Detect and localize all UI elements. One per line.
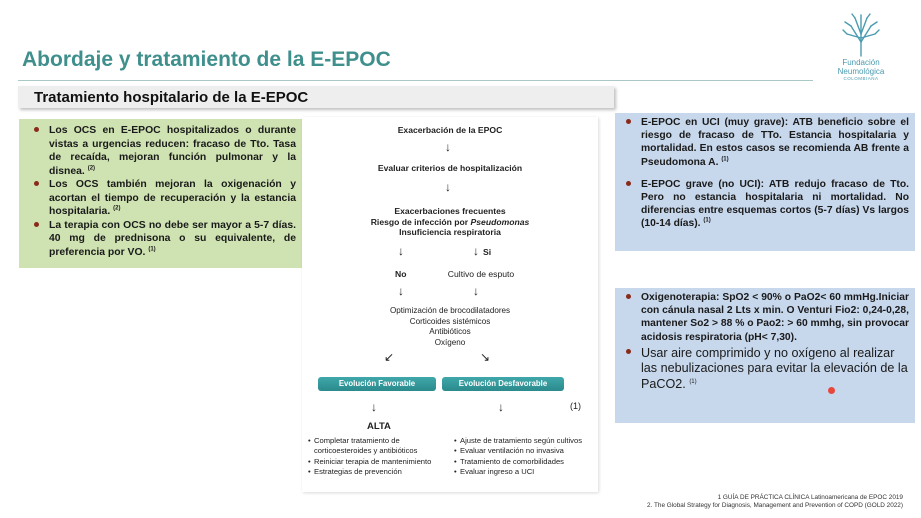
references-footer xyxy=(647,494,903,510)
list-item xyxy=(29,124,296,178)
list-item: • Estrategias de prevención xyxy=(308,467,453,477)
oxygen-list xyxy=(621,291,909,392)
list-item xyxy=(29,219,296,260)
reference-mark: (1) xyxy=(703,218,711,224)
list-item-text: Usar aire comprimido y no oxígeno al realizar las nebulizaciones para evitar la elevación de la PaCO2. xyxy=(641,345,908,391)
treatment-line: Antibióticos xyxy=(429,327,471,337)
logo xyxy=(826,12,896,92)
ocs-info-box xyxy=(19,119,304,268)
list-item xyxy=(29,178,296,219)
antibiotics-info-box xyxy=(615,113,915,251)
list-item: • Tratamiento de comorbilidades xyxy=(454,457,594,467)
discharge-label: ALTA xyxy=(367,421,391,432)
risk-line-1: Exacerbaciones frecuentes xyxy=(394,206,506,216)
bullet-icon xyxy=(34,181,39,186)
ocs-list xyxy=(29,124,296,259)
arrow-down-icon: ↓ xyxy=(371,400,377,414)
arrow-down-right-icon: ↘ xyxy=(480,350,491,364)
list-item xyxy=(621,116,909,169)
subtitle-bar xyxy=(18,86,614,108)
bullet-icon xyxy=(34,127,39,132)
reference-mark: (1) xyxy=(148,246,156,253)
list-item-text: Los OCS también mejoran la oxigenación y acortan el tiempo de recuperación y la estancia hospitalaria. xyxy=(49,179,296,217)
slide-title: Abordaje y tratamiento de la E-EPOC xyxy=(22,48,391,71)
logo-line-3: COLOMBIANA xyxy=(843,76,879,81)
list-item: • Completar tratamiento de corticoesteroides y antibióticos xyxy=(308,436,453,457)
arrow-down-icon: ↓ xyxy=(398,284,404,298)
flow-sputum-culture: Cultivo de esputo xyxy=(447,269,515,279)
reference-mark: (2) xyxy=(87,165,96,172)
list-item-text: Oxigenoterapia: SpO2 < 90% o PaO2< 60 mmHg.Iniciar con cánula nasal 2 Lts x min. O Venturi Fio2: 0,24-0,28, mantener So2 > 88 % o Pao2: > 60 mmhg, sin provocar acidosis respiratoria (pH< 7,30). xyxy=(641,292,909,343)
arrow-down-icon: ↓ xyxy=(498,400,504,414)
list-item-text: Los OCS en E-EPOC hospitalizados o durante vistas a urgencias reducen: fracaso de Tto. Tasa de recaída, mejoran función pulmonar y la disnea. xyxy=(49,125,296,177)
risk-line-3: Insuficiencia respiratoria xyxy=(399,227,501,237)
unfavorable-list xyxy=(454,436,594,478)
flow-step-criteria: Evaluar criterios de hospitalización xyxy=(377,163,523,173)
tree-icon xyxy=(841,12,881,58)
flow-no-label: No xyxy=(395,269,407,279)
arrow-down-left-icon: ↙ xyxy=(384,350,395,364)
bullet-icon xyxy=(626,119,631,124)
treatment-line: Oxígeno xyxy=(434,337,466,347)
arrow-down-icon: ↓ xyxy=(473,244,479,258)
antibiotics-list xyxy=(621,116,909,231)
risk-line-2: Riesgo de infección por Pseudomonas xyxy=(370,216,530,227)
list-item-text: E-EPOC grave (no UCI): ATB redujo fracaso de Tto. Pero no estancia hospitalaria ni mortalidad. No diferencias entre esquemas cortos (5-7 días) Vs largos (10-14 días). xyxy=(641,178,909,230)
arrow-down-icon: ↓ xyxy=(398,244,404,258)
footer-reference-1: 1 GUÍA DE PRÁCTICA CLÍNICA Latinoamericana de EPOC 2019 xyxy=(717,494,903,501)
list-item: • Evaluar ingreso a UCI xyxy=(454,467,594,477)
logo-line-2: Neumológica xyxy=(837,67,885,76)
list-item: • Ajuste de tratamiento según cultivos xyxy=(454,436,594,446)
favorable-outcome-box: Evolución Favorable xyxy=(318,377,436,391)
footer-reference-2: 2. The Global Strategy for Diagnosis, Management and Prevention of COPD (GOLD 2022) xyxy=(647,502,903,510)
bullet-icon xyxy=(626,349,631,354)
bullet-icon xyxy=(626,294,631,299)
list-item-text: La terapia con OCS no debe ser mayor a 5-7 días. 40 mg de prednisona o su equivalente, de preferencia por VO. xyxy=(49,219,296,258)
bullet-icon xyxy=(34,222,39,227)
list-item: • Reiniciar terapia de mantenimiento xyxy=(308,457,453,467)
reference-mark: (1) xyxy=(721,156,729,163)
list-item: • Evaluar ventilación no invasiva xyxy=(454,446,594,456)
pointer-dot-icon xyxy=(828,387,835,394)
flow-step-exacerbation: Exacerbación de la EPOC xyxy=(397,125,503,135)
arrow-down-icon: ↓ xyxy=(445,140,451,154)
reference-mark: (1) xyxy=(689,378,697,385)
bullet-icon xyxy=(626,181,631,186)
list-item xyxy=(621,346,909,393)
slide-subtitle: Tratamiento hospitalario de la E-EPOC xyxy=(34,89,309,106)
logo-line-1: Fundación xyxy=(842,58,880,67)
treatment-line: Corticoides sistémicos xyxy=(409,316,491,326)
arrow-down-icon: ↓ xyxy=(445,180,451,194)
reference-mark: (2) xyxy=(113,205,121,212)
discharge-list xyxy=(308,436,453,478)
flow-treatment xyxy=(302,306,598,348)
flow-step-risk-factors xyxy=(302,206,598,238)
list-item xyxy=(621,291,909,344)
flow-reference: (1) xyxy=(570,401,581,411)
treatment-line: Optimización de brocodilatadores xyxy=(389,306,511,315)
title-divider xyxy=(18,80,813,81)
arrow-down-icon: ↓ xyxy=(473,284,479,298)
list-item xyxy=(621,178,909,231)
unfavorable-outcome-box: Evolución Desfavorable xyxy=(442,377,564,391)
treatment-flowchart xyxy=(302,117,598,492)
list-item-text: E-EPOC en UCI (muy grave): ATB beneficio sobre el riesgo de fracaso de TTo. Estancia hospitalaria y mortalidad. En estos casos se recomienda AB frente a Pseudomona A. xyxy=(641,117,909,168)
oxygen-therapy-box xyxy=(615,288,915,423)
flow-yes-label: Si xyxy=(483,247,492,257)
